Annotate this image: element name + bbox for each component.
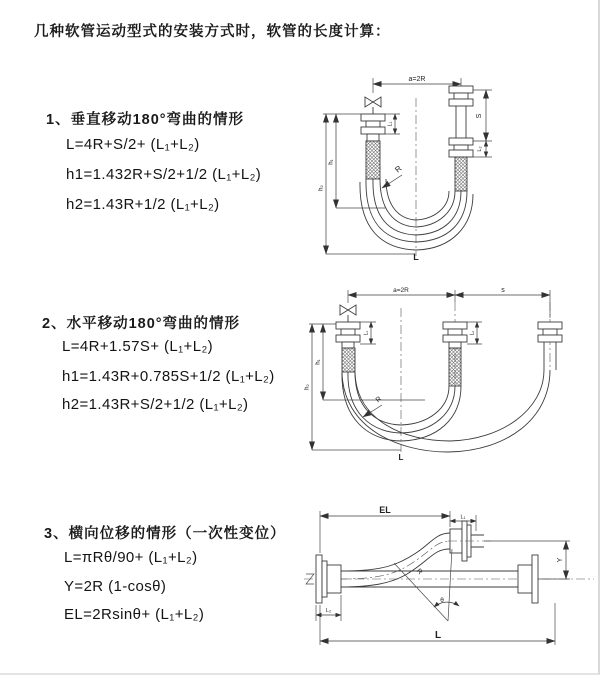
dim-label-l2: L₂ xyxy=(325,608,332,614)
valve-icon xyxy=(365,97,381,114)
length-label: L xyxy=(398,453,404,462)
left-flange-fitting xyxy=(361,114,385,141)
section-1-heading: 1、垂直移动180°弯曲的情形 xyxy=(46,112,245,128)
dim-label-h1: h₁ xyxy=(315,359,322,365)
dim-label-s: S xyxy=(476,113,483,119)
dim-label-y: Y xyxy=(557,557,564,563)
valve-icon xyxy=(340,305,356,322)
section-3-heading: 3、横向位移的情形（一次性变位） xyxy=(44,526,286,542)
section-2-formula-h1: h1=1.43R+0.785S+1/2 (L₁+L₂) xyxy=(62,368,275,385)
dim-label-el: EL xyxy=(379,505,391,515)
right-flange-fitting xyxy=(518,555,538,603)
section-3-formula-EL: EL=2Rsinθ+ (L₁+L₂) xyxy=(64,606,205,623)
section-2-heading: 2、水平移动180°弯曲的情形 xyxy=(42,316,241,332)
section-3-formula-L: L=πRθ/90+ (L₁+L₂) xyxy=(64,549,198,566)
dim-label-l1: L₁ xyxy=(460,514,466,521)
dim-label-l2: L₂ xyxy=(469,330,476,336)
right-flange-fitting xyxy=(538,322,562,370)
dim-label-l2: L₂ xyxy=(477,146,483,152)
dim-label-h2: h₂ xyxy=(304,384,311,390)
dim-label-l1: L₁ xyxy=(387,121,394,127)
angle-label: θ xyxy=(440,597,444,604)
dimension-l2 xyxy=(467,322,482,344)
braided-hose-left xyxy=(366,141,380,179)
section-1-formula-h2: h2=1.43R+1/2 (L₁+L₂) xyxy=(66,196,220,213)
length-label: L xyxy=(413,252,419,262)
dim-label-s: s xyxy=(501,287,505,294)
section-1-formula-L: L=4R+S/2+ (L₁+L₂) xyxy=(66,136,200,153)
section-1-formula-h1: h1=1.432R+S/2+1/2 (L₁+L₂) xyxy=(66,166,262,183)
dimension-a2r xyxy=(373,76,461,93)
diagram-vertical-180-bend xyxy=(316,70,588,262)
dim-label-l1: L₁ xyxy=(363,330,370,336)
dim-label-l: L xyxy=(434,630,442,641)
dim-label-a2r: a=2R xyxy=(393,287,409,294)
radius-label: R xyxy=(414,567,424,577)
dim-label-h2: h₂ xyxy=(318,185,325,191)
radius-label: R xyxy=(374,395,384,405)
middle-flange-fitting xyxy=(443,322,467,348)
braided-hose-right xyxy=(455,157,467,191)
section-2-formula-L: L=4R+1.57S+ (L₁+L₂) xyxy=(62,338,214,355)
diagram-horizontal-180-bend xyxy=(303,282,595,464)
diagram-lateral-displacement xyxy=(298,503,598,655)
dimension-l1 xyxy=(360,322,376,344)
dim-label-a2r: a=2R xyxy=(408,76,426,83)
braided-hose-left xyxy=(342,348,355,372)
section-2-formula-h2: h2=1.43R+S/2+1/2 (L₁+L₂) xyxy=(62,396,249,413)
hose-u-curves xyxy=(342,370,550,452)
radius-leader xyxy=(382,164,404,188)
left-flange-fitting xyxy=(316,555,341,603)
right-flange-fitting xyxy=(449,86,473,157)
braided-hose-middle xyxy=(449,348,461,386)
radius-label: R xyxy=(393,163,404,175)
dimension-l1 xyxy=(385,114,400,134)
page-title: 几种软管运动型式的安装方式时，软管的长度计算： xyxy=(34,24,391,40)
dimension-s xyxy=(473,90,492,141)
dimension-l1 xyxy=(450,515,476,522)
dim-label-h1: h₁ xyxy=(328,159,335,165)
dimension-a2r xyxy=(348,287,550,318)
dimension-s xyxy=(455,287,550,295)
left-flange-fitting xyxy=(336,322,360,348)
section-3-formula-Y: Y=2R (1-cosθ) xyxy=(64,578,167,595)
